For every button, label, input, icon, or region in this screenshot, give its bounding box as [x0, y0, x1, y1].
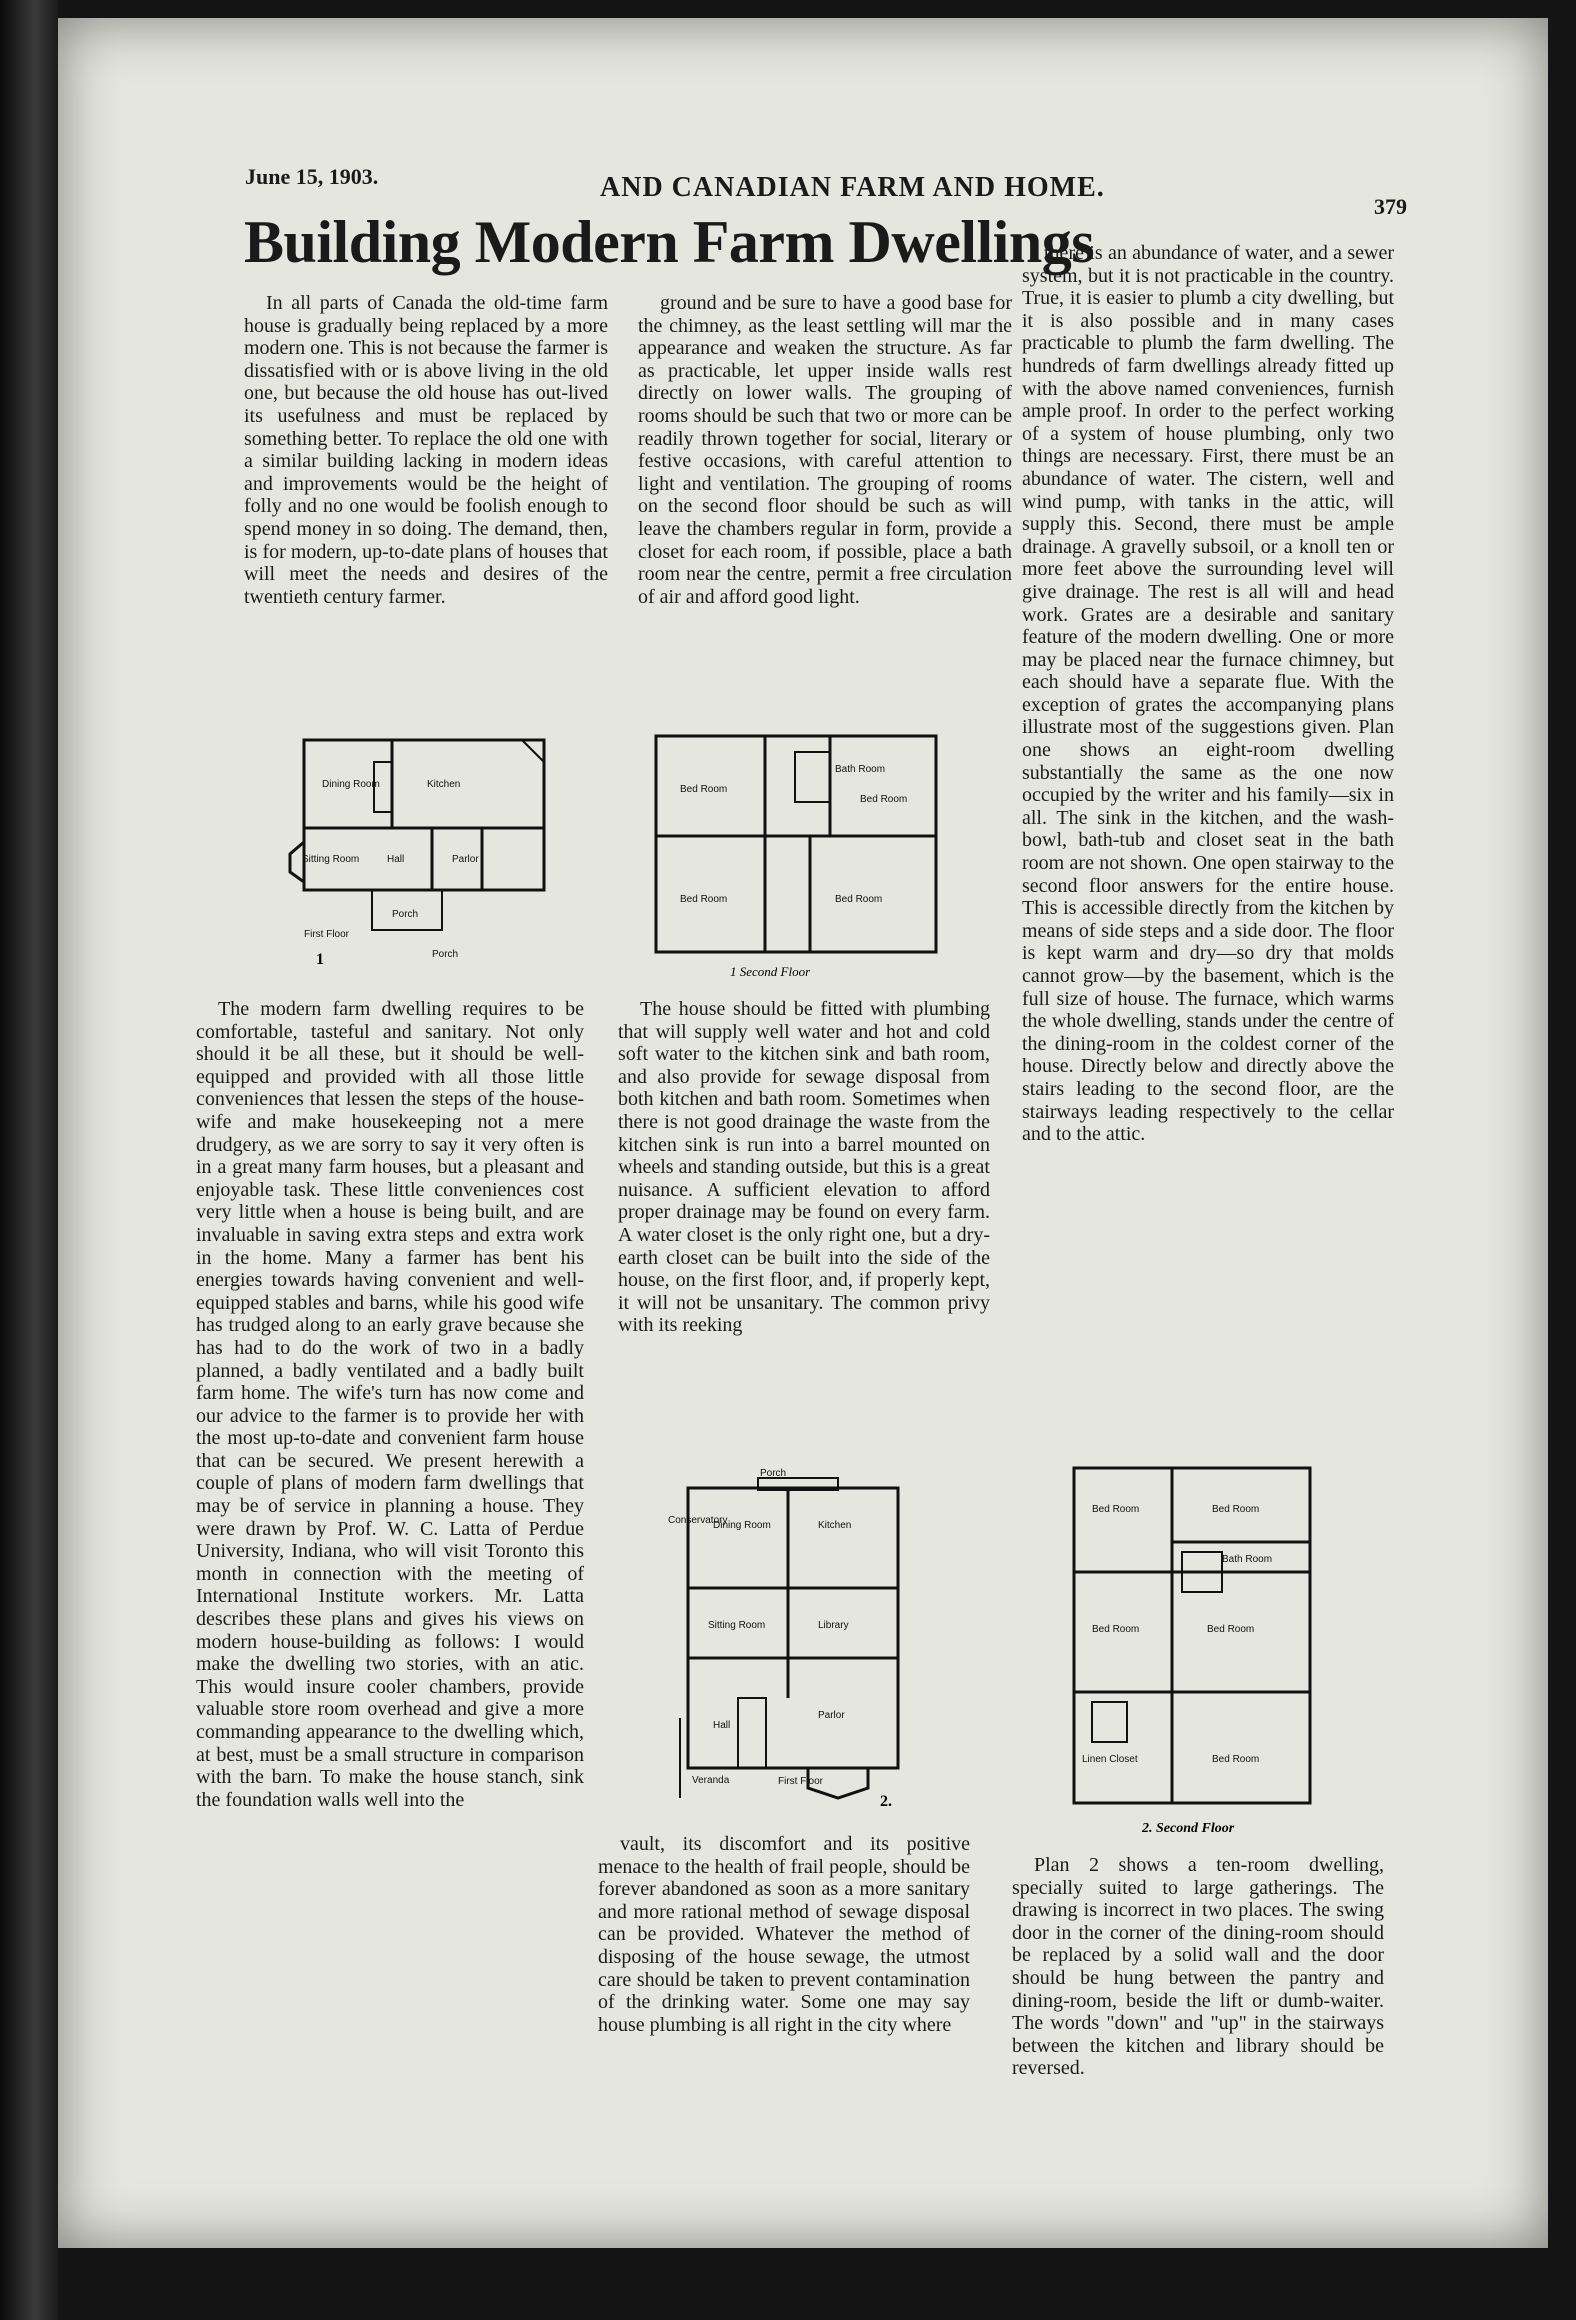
column-1-top — [244, 292, 608, 710]
column-2-bottom — [598, 1833, 970, 2143]
running-title: AND CANADIAN FARM AND HOME. — [600, 172, 1105, 203]
plan-caption: 1 Second Floor — [730, 964, 811, 979]
paragraph: vault, its discomfort and its positive menace to the health of frail people, should be forever abandoned as soon as a more sanitary and more rational method of sewage disposal can be provided. Whatever the method of disposing of the house sewage, the utmost care should be taken to prevent contamination of the drinking water. Some one may say house plumbing is all right in the city where — [598, 1833, 970, 2036]
room-label: Porch — [760, 1468, 787, 1479]
room-label: Bed Room — [680, 894, 728, 905]
paragraph: The modern farm dwelling requires to be comfortable, tasteful and sanitary. Not only should it be all these, but it should be well-equipped and provided with all those little conveniences that lessen the steps of the house-wife and make housekeeping not a mere drudgery, as we are sorry to say it very often is in a great many farm houses, but a pleasant and enjoyable task. These little conveniences cost very little when a house is being built, and are invaluable in saving extra steps and extra work in the home. Many a farmer has bent his energies towards having convenient and well-equipped stables and barns, while his good wife has trudged along to an early grave because she has had to do the work of two in a badly planned, a badly ventilated and a badly built farm home. The wife's turn has now come and our advice to the farmer is to provide her with the most up-to-date and convenient farm house that can be secured. We present herewith a couple of plans of modern farm dwellings that may be of service in planning a house. They were drawn by Prof. W. C. Latta of Perdue University, Indiana, who will visit Toronto this month in connection with the meeting of International Institute workers. Mr. Latta describes these plans and gives his views on modern house-building as follows: I would make the dwelling two stories, with an atic. This would insure cooler chambers, provide valuable store room overhead and give a more commanding appearance to the dwelling which, at best, must be a small structure in comparison with the barn. To make the house stanch, sink the foundation walls well into the — [196, 998, 584, 1811]
issue-date: June 15, 1903. — [245, 164, 379, 189]
column-3-top — [1022, 242, 1394, 1447]
column-2-top — [638, 292, 1012, 712]
room-label: Hall — [387, 854, 405, 865]
room-label: Bed Room — [1092, 1624, 1140, 1635]
page-number: 379 — [1374, 194, 1407, 219]
room-label: Bed Room — [1207, 1624, 1255, 1635]
room-label: Parlor — [452, 854, 479, 865]
room-label: Bed Room — [1212, 1504, 1260, 1515]
room-label: Dining Room — [322, 779, 380, 790]
room-label: Dining Room — [713, 1520, 771, 1531]
room-label: Linen Closet — [1082, 1754, 1138, 1765]
film-edge — [0, 0, 58, 2320]
room-label: Bed Room — [860, 794, 908, 805]
paragraph: there is an abundance of water, and a sewer system, but it is not practicable in the country. True, it is easier to plumb a city dwelling, but it is also possible and in many cases practicable to plumb the farm dwelling. The hundreds of farm dwellings already fitted up with the above named conveniences, furnish ample proof. In order to the perfect working of a system of house plumbing, only two things are necessary. First, there must be an abundance of water. The cistern, well and wind pump, with tanks in the attic, will supply this. Second, there must be ample drainage. A gravelly subsoil, or a knoll ten or more feet above the surrounding level will give drainage. The rest is all will and head work. Grates are a desirable and sanitary feature of the modern dwelling. One or more may be placed near the furnace chimney, but each should have a separate flue. With the exception of grates the accompanying plans illustrate most of the suggestions given. Plan one shows an eight-room dwelling substantially the same as the one now occupied by the writer and his family—six in all. The sink in the kitchen, and the wash-bowl, bath-tub and closet seat in the bath room are not shown. One open stairway to the second floor answers for the entire house. This is accessible directly from the kitchen by means of side steps and a side door. The floor is kept warm and dry—so dry that molds cannot grow—by the basement, which is the full size of house. The furnace, which warms the whole dwelling, stands under the centre of the dining-room in the coldest corner of the house. Directly below and directly above the stairs leading to the second floor, are the stairways leading respectively to the cellar and to the attic. — [1022, 242, 1394, 1146]
paragraph: The house should be fitted with plumbing that will supply well water and hot and cold soft water to the kitchen sink and bath room, and also provide for sewage disposal from both kitchen and bath room. Sometimes when there is not good drainage the waste from the kitchen sink is run into a barrel mounted on wheels and standing outside, but this is a great nuisance. A sufficient elevation to afford proper drainage may be found on every farm. A water closet is the only right one, but a dry-earth closet can be built into the side of the house, on the first floor, and, if properly kept, it will not be unsanitary. The common privy with its reeking — [618, 998, 990, 1337]
room-label: Bath Room — [1222, 1554, 1273, 1565]
plan-number: 2. — [880, 1793, 892, 1810]
article-headline: Building Modern Farm Dwellings — [244, 209, 1095, 275]
floor-plan-1-second — [650, 732, 942, 980]
room-label: Bed Room — [1212, 1754, 1260, 1765]
room-label: First Floor — [778, 1776, 823, 1787]
floor-plan-drawing — [1052, 1462, 1322, 1842]
floor-plan-2-second — [1052, 1462, 1322, 1842]
room-label: Sitting Room — [708, 1620, 766, 1631]
room-label: Library — [818, 1620, 849, 1631]
paragraph: ground and be sure to have a good base for the chimney, as the least settling will mar the appearance and weaken the structure. As far as practicable, let upper inside walls rest directly on lower walls. The grouping of rooms should be such that two or more can be readily thrown together for social, literary or festive occasions, with careful attention to light and ventilation. The grouping of rooms on the second floor should be such as will leave the chambers regular in form, provide a closet for each room, if possible, place a bath room near the centre, permit a free circulation of air and afford good light. — [638, 292, 1012, 608]
floor-plan-drawing — [650, 732, 942, 980]
floor-plan-1-first — [282, 732, 564, 968]
room-label: Kitchen — [427, 779, 461, 790]
room-label: Bed Room — [680, 784, 728, 795]
room-label: Hall — [713, 1720, 731, 1731]
room-label: Veranda — [692, 1775, 730, 1786]
room-label: First Floor — [304, 929, 349, 940]
column-3-bottom — [1012, 1854, 1384, 2144]
floor-plan-drawing — [282, 732, 564, 968]
floor-plan-2-first — [668, 1468, 910, 1818]
paragraph: Plan 2 shows a ten-room dwelling, specially suited to large gatherings. The drawing is incorrect in two places. The swing door in the corner of the dining-room should be replaced by a solid wall and the door should be hung between the pantry and dining-room, beside the lift or dumb-waiter. The words "down" and "up" in the stairways between the kitchen and library should be reversed. — [1012, 1854, 1384, 2080]
column-1-middle — [196, 998, 584, 2133]
room-label: Bed Room — [1092, 1504, 1140, 1515]
room-label: Kitchen — [818, 1520, 852, 1531]
floor-plan-drawing — [668, 1468, 910, 1818]
plan-caption: 2. Second Floor — [1142, 1821, 1235, 1836]
room-label: Porch — [392, 909, 419, 920]
room-label: Porch — [432, 949, 459, 960]
column-2-middle — [618, 998, 990, 1446]
room-label: Bed Room — [835, 894, 883, 905]
room-label: Conservatory — [668, 1515, 728, 1526]
plan-number: 1 — [316, 951, 324, 968]
room-label: Sitting Room — [302, 854, 360, 865]
paragraph: In all parts of Canada the old-time farm house is gradually being replaced by a more modern one. This is not because the farmer is dissatisfied with or is above living in the old one, but because the old house has out-lived its usefulness and must be replaced by something better. To replace the old one with a similar building lacking in modern ideas and improvements would be the height of folly and no one would be foolish enough to spend money in so doing. The demand, then, is for modern, up-to-date plans of houses that will meet the needs and desires of the twentieth century farmer. — [244, 292, 608, 608]
room-label: Parlor — [818, 1710, 845, 1721]
room-label: Bath Room — [835, 764, 886, 775]
